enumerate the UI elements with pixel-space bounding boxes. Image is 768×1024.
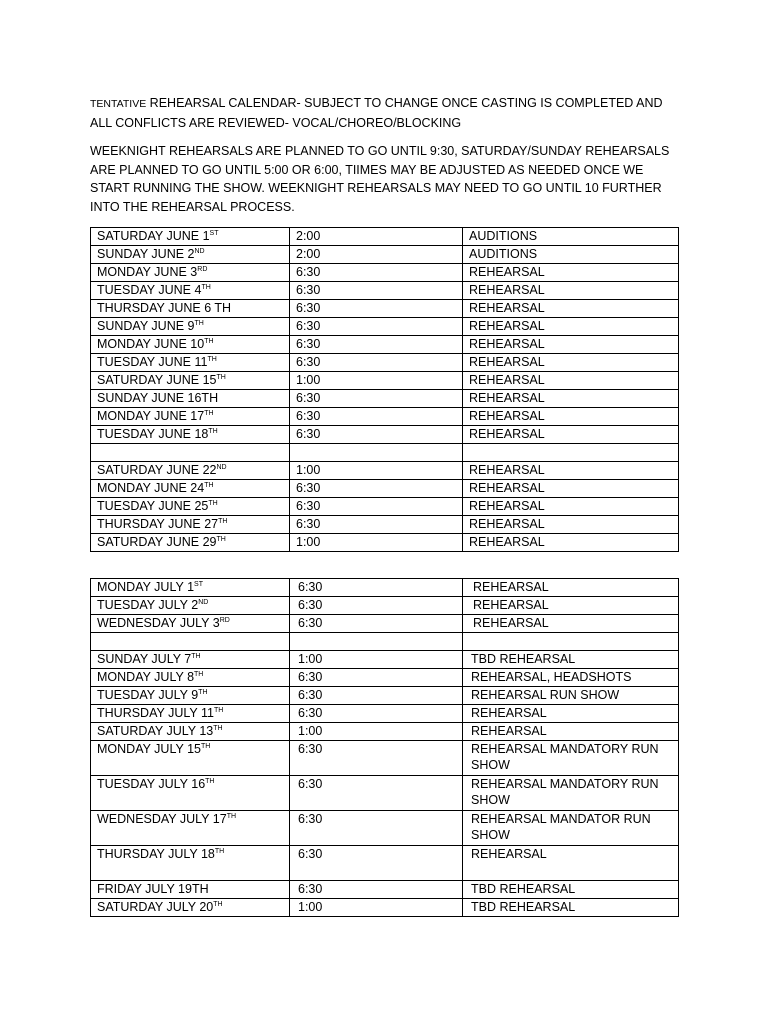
event-cell: REHEARSAL <box>463 845 679 880</box>
date-text: THURSDAY JUNE 6 TH <box>97 300 232 315</box>
date-cell <box>91 775 290 810</box>
date-text: MONDAY JULY 1 <box>97 579 195 594</box>
july-schedule-table <box>90 578 679 917</box>
date-cell <box>91 614 290 632</box>
time-cell: 1:00 <box>290 898 463 916</box>
schedule-row <box>91 596 679 614</box>
schedule-row <box>91 898 679 916</box>
intro-lead: TENTATIVE <box>90 98 147 110</box>
date-cell <box>91 632 290 650</box>
date-text: TUESDAY JUNE 25 <box>97 498 209 513</box>
event-cell: REHEARSAL <box>463 479 679 497</box>
date-cell <box>91 898 290 916</box>
date-cell <box>91 353 290 371</box>
time-cell: 2:00 <box>290 227 463 245</box>
date-ordinal-suffix: TH <box>191 652 201 660</box>
date-cell <box>91 722 290 740</box>
event-cell: REHEARSAL <box>463 353 679 371</box>
event-cell: TBD REHEARSAL <box>463 898 679 916</box>
notes-paragraph: WEEKNIGHT REHEARSALS ARE PLANNED TO GO UNTIL 9:30, SATURDAY/SUNDAY REHEARSALS ARE PLANNED TO GO UNTIL 5:00 OR 6:00, TIIMES MAY BE ADJUSTED AS NEEDED ONCE WE START RUNNING THE SHOW. WEEKNIGHT REHEARSALS MAY NEED TO GO UNTIL 10 FURTHER INTO THE REHEARSAL PROCESS. <box>90 144 670 214</box>
date-text: WEDNESDAY JULY 3 <box>97 615 220 630</box>
schedule-row <box>91 740 679 775</box>
time-cell: 6:30 <box>290 740 463 775</box>
schedule-row <box>91 632 679 650</box>
time-cell: 6:30 <box>290 515 463 533</box>
event-cell: REHEARSAL <box>463 596 679 614</box>
date-cell <box>91 335 290 353</box>
time-cell: 6:30 <box>290 281 463 299</box>
event-cell: REHEARSAL <box>463 407 679 425</box>
event-cell: REHEARSAL <box>463 281 679 299</box>
date-text: TUESDAY JUNE 11 <box>97 354 208 369</box>
date-text: MONDAY JUNE 3 <box>97 264 198 279</box>
date-ordinal-suffix: TH <box>214 847 225 855</box>
date-cell <box>91 668 290 686</box>
time-cell: 6:30 <box>290 596 463 614</box>
date-text: MONDAY JULY 8 <box>97 669 195 684</box>
date-ordinal-suffix: TH <box>198 688 208 696</box>
date-text: SATURDAY JUNE 15 <box>97 372 217 387</box>
date-ordinal-suffix: ST <box>209 229 219 237</box>
date-cell <box>91 281 290 299</box>
date-ordinal-suffix: TH <box>208 499 218 507</box>
time-cell: 6:30 <box>290 880 463 898</box>
date-cell <box>91 650 290 668</box>
event-cell: REHEARSAL <box>463 515 679 533</box>
event-cell: REHEARSAL MANDATOR RUN SHOW <box>463 810 679 845</box>
time-cell: 6:30 <box>290 845 463 880</box>
july-schedule-body <box>91 578 679 916</box>
date-ordinal-suffix: ND <box>194 247 205 255</box>
date-text: THURSDAY JULY 18 <box>97 846 215 861</box>
date-text: TUESDAY JULY 16 <box>97 776 206 791</box>
event-cell <box>463 443 679 461</box>
intro-paragraph <box>90 94 680 132</box>
date-ordinal-suffix: TH <box>200 742 211 750</box>
date-text: TUESDAY JUNE 18 <box>97 426 209 441</box>
schedule-row <box>91 650 679 668</box>
schedule-row <box>91 299 679 317</box>
date-ordinal-suffix: TH <box>204 337 214 345</box>
date-ordinal-suffix: TH <box>205 777 215 785</box>
schedule-row <box>91 263 679 281</box>
schedule-row <box>91 880 679 898</box>
date-text: TUESDAY JUNE 4 <box>97 282 202 297</box>
date-ordinal-suffix: TH <box>204 409 214 417</box>
schedule-row <box>91 515 679 533</box>
event-cell: REHEARSAL <box>463 704 679 722</box>
event-cell: REHEARSAL RUN SHOW <box>463 686 679 704</box>
schedule-row <box>91 775 679 810</box>
date-cell <box>91 578 290 596</box>
time-cell <box>290 632 463 650</box>
date-cell <box>91 299 290 317</box>
date-text: SUNDAY JUNE 2 <box>97 246 195 261</box>
event-cell: REHEARSAL <box>463 578 679 596</box>
date-cell <box>91 533 290 551</box>
time-cell: 6:30 <box>290 704 463 722</box>
schedule-row <box>91 668 679 686</box>
time-cell: 1:00 <box>290 533 463 551</box>
time-cell: 6:30 <box>290 810 463 845</box>
time-cell: 1:00 <box>290 722 463 740</box>
schedule-row <box>91 810 679 845</box>
date-cell <box>91 880 290 898</box>
schedule-row <box>91 389 679 407</box>
date-ordinal-suffix: TH <box>208 427 218 435</box>
date-ordinal-suffix: TH <box>218 517 228 525</box>
date-text: SUNDAY JUNE 9 <box>97 318 195 333</box>
schedule-row <box>91 479 679 497</box>
date-cell <box>91 461 290 479</box>
date-text: MONDAY JUNE 17 <box>97 408 205 423</box>
event-cell: TBD REHEARSAL <box>463 880 679 898</box>
event-cell: AUDITIONS <box>463 227 679 245</box>
date-text: SATURDAY JUNE 29 <box>97 534 217 549</box>
date-ordinal-suffix: RD <box>219 616 230 624</box>
date-text: SUNDAY JULY 7 <box>97 651 192 666</box>
time-cell: 6:30 <box>290 668 463 686</box>
event-cell: REHEARSAL <box>463 425 679 443</box>
event-cell: REHEARSAL <box>463 614 679 632</box>
date-ordinal-suffix: TH <box>204 481 214 489</box>
event-cell: REHEARSAL, HEADSHOTS <box>463 668 679 686</box>
date-cell <box>91 845 290 880</box>
date-ordinal-suffix: TH <box>213 724 223 732</box>
date-ordinal-suffix: ND <box>198 598 209 606</box>
date-cell <box>91 263 290 281</box>
time-cell: 6:30 <box>290 578 463 596</box>
event-cell: TBD REHEARSAL <box>463 650 679 668</box>
time-cell: 2:00 <box>290 245 463 263</box>
date-cell <box>91 245 290 263</box>
date-cell <box>91 686 290 704</box>
date-cell <box>91 704 290 722</box>
time-cell: 1:00 <box>290 371 463 389</box>
schedule-row <box>91 722 679 740</box>
time-cell: 6:30 <box>290 686 463 704</box>
date-text: SATURDAY JUNE 22 <box>97 462 217 477</box>
time-cell: 6:30 <box>290 479 463 497</box>
date-cell <box>91 497 290 515</box>
date-ordinal-suffix: RD <box>197 265 208 273</box>
schedule-row <box>91 353 679 371</box>
date-cell <box>91 227 290 245</box>
date-text: MONDAY JULY 15 <box>97 741 201 756</box>
event-cell: REHEARSAL <box>463 389 679 407</box>
date-ordinal-suffix: TH <box>207 355 217 363</box>
date-ordinal-suffix: TH <box>213 900 223 908</box>
time-cell: 6:30 <box>290 317 463 335</box>
date-cell <box>91 443 290 461</box>
time-cell: 1:00 <box>290 650 463 668</box>
schedule-row <box>91 533 679 551</box>
time-cell: 1:00 <box>290 461 463 479</box>
date-text: SATURDAY JUNE 1 <box>97 228 210 243</box>
event-cell: REHEARSAL <box>463 497 679 515</box>
date-ordinal-suffix: ND <box>216 463 227 471</box>
date-cell <box>91 515 290 533</box>
schedule-row <box>91 407 679 425</box>
date-text: TUESDAY JULY 2 <box>97 597 199 612</box>
schedule-row <box>91 686 679 704</box>
event-cell: REHEARSAL <box>463 371 679 389</box>
event-cell: REHEARSAL <box>463 299 679 317</box>
schedule-row <box>91 335 679 353</box>
date-ordinal-suffix: TH <box>201 283 211 291</box>
event-cell: REHEARSAL MANDATORY RUN SHOW <box>463 740 679 775</box>
schedule-row <box>91 371 679 389</box>
date-ordinal-suffix: TH <box>216 373 226 381</box>
date-text: FRIDAY JULY 19TH <box>97 881 209 896</box>
date-cell <box>91 810 290 845</box>
event-cell: REHEARSAL <box>463 533 679 551</box>
time-cell: 6:30 <box>290 353 463 371</box>
date-cell <box>91 740 290 775</box>
date-cell <box>91 425 290 443</box>
event-cell: AUDITIONS <box>463 245 679 263</box>
schedule-row <box>91 461 679 479</box>
date-text: SUNDAY JUNE 16TH <box>97 390 219 405</box>
schedule-row <box>91 578 679 596</box>
schedule-row <box>91 245 679 263</box>
schedule-row <box>91 317 679 335</box>
date-cell <box>91 479 290 497</box>
date-cell <box>91 389 290 407</box>
schedule-row <box>91 614 679 632</box>
schedule-row <box>91 227 679 245</box>
event-cell: REHEARSAL <box>463 317 679 335</box>
event-cell: REHEARSAL <box>463 461 679 479</box>
document-page <box>90 94 680 917</box>
event-cell <box>463 632 679 650</box>
date-text: MONDAY JUNE 24 <box>97 480 205 495</box>
date-ordinal-suffix: TH <box>216 535 226 543</box>
schedule-row <box>91 497 679 515</box>
time-cell: 6:30 <box>290 335 463 353</box>
date-ordinal-suffix: TH <box>213 706 224 714</box>
june-schedule-body <box>91 227 679 551</box>
intro-text: REHEARSAL CALENDAR- SUBJECT TO CHANGE ONCE CASTING IS COMPLETED AND ALL CONFLICTS ARE REVIEWED- VOCAL/CHOREO/BLOCKING <box>90 96 663 130</box>
date-cell <box>91 407 290 425</box>
event-cell: REHEARSAL MANDATORY RUN SHOW <box>463 775 679 810</box>
date-text: SATURDAY JULY 13 <box>97 723 214 738</box>
date-text: THURSDAY JULY 11 <box>97 705 214 720</box>
time-cell: 6:30 <box>290 263 463 281</box>
date-ordinal-suffix: TH <box>194 670 204 678</box>
schedule-row <box>91 425 679 443</box>
time-cell: 6:30 <box>290 407 463 425</box>
schedule-row <box>91 845 679 880</box>
date-text: TUESDAY JULY 9 <box>97 687 199 702</box>
date-text: THURSDAY JUNE 27 <box>97 516 219 531</box>
event-cell: REHEARSAL <box>463 263 679 281</box>
schedule-row <box>91 704 679 722</box>
time-cell: 6:30 <box>290 299 463 317</box>
date-ordinal-suffix: TH <box>226 812 237 820</box>
time-cell: 6:30 <box>290 389 463 407</box>
date-text: WEDNESDAY JULY 17 <box>97 811 227 826</box>
time-cell: 6:30 <box>290 614 463 632</box>
time-cell: 6:30 <box>290 425 463 443</box>
date-ordinal-suffix: ST <box>194 580 203 588</box>
time-cell <box>290 443 463 461</box>
june-schedule-table <box>90 227 679 552</box>
schedule-row <box>91 281 679 299</box>
date-cell <box>91 371 290 389</box>
date-cell <box>91 596 290 614</box>
date-ordinal-suffix: TH <box>194 319 204 327</box>
date-cell <box>91 317 290 335</box>
date-text: SATURDAY JULY 20 <box>97 899 214 914</box>
event-cell: REHEARSAL <box>463 335 679 353</box>
time-cell: 6:30 <box>290 497 463 515</box>
time-cell: 6:30 <box>290 775 463 810</box>
schedule-row <box>91 443 679 461</box>
event-cell: REHEARSAL <box>463 722 679 740</box>
date-text: MONDAY JUNE 10 <box>97 336 205 351</box>
